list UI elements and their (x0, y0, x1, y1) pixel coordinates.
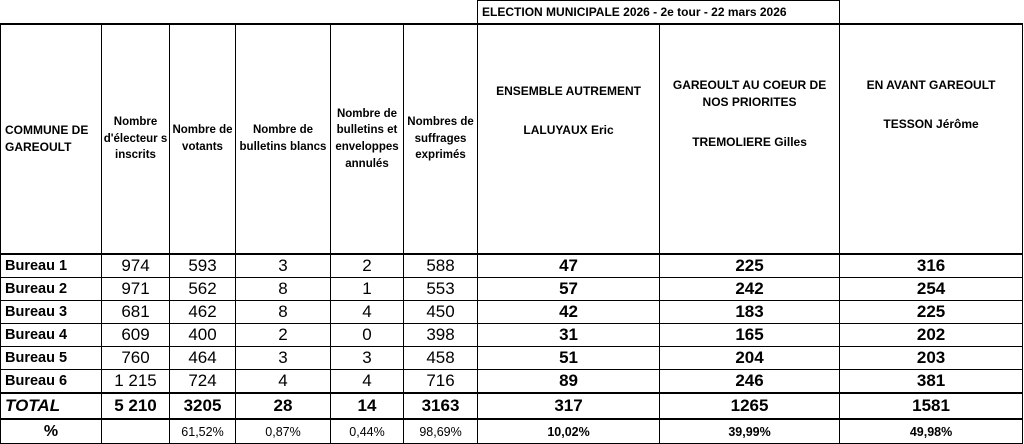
cell-votants: 462 (170, 301, 236, 324)
cell-candidate-1: 57 (478, 278, 660, 301)
cell-candidate-3: 381 (840, 370, 1023, 394)
header-annules: Nombre de bulletins et enveloppes annulés (331, 24, 404, 254)
cell-exprimes: 458 (404, 347, 478, 370)
table-row (1, 347, 1023, 370)
cell-exprimes: 716 (404, 370, 478, 394)
cell-candidate-3: 254 (840, 278, 1023, 301)
cell-candidate-2: 204 (660, 347, 840, 370)
title-row (1, 1, 1023, 25)
total-exprimes: 3163 (404, 393, 478, 419)
total-candidate-1: 317 (478, 393, 660, 419)
cell-inscrits: 681 (102, 301, 170, 324)
header-exprimes: Nombres de suffrages exprimés (404, 24, 478, 254)
total-label: TOTAL (1, 393, 102, 419)
total-candidate-3: 1581 (840, 393, 1023, 419)
cell-blancs: 4 (236, 370, 331, 394)
total-inscrits: 5 210 (102, 393, 170, 419)
row-label: Bureau 4 (1, 324, 102, 347)
candidate-3-name: TESSON Jérôme (883, 117, 979, 132)
cell-candidate-2: 183 (660, 301, 840, 324)
cell-blancs: 2 (236, 324, 331, 347)
cell-inscrits: 974 (102, 254, 170, 278)
candidate-1-list: ENSEMBLE AUTREMENT (496, 84, 641, 98)
cell-votants: 562 (170, 278, 236, 301)
cell-candidate-3: 202 (840, 324, 1023, 347)
cell-exprimes: 588 (404, 254, 478, 278)
cell-annules: 4 (331, 301, 404, 324)
table-row (1, 370, 1023, 394)
cell-annules: 0 (331, 324, 404, 347)
percent-annules: 0,44% (331, 419, 404, 444)
cell-candidate-2: 165 (660, 324, 840, 347)
cell-exprimes: 398 (404, 324, 478, 347)
cell-inscrits: 609 (102, 324, 170, 347)
percent-label: % (1, 419, 102, 444)
header-commune: COMMUNE DE GAREOULT (1, 24, 102, 254)
cell-blancs: 3 (236, 347, 331, 370)
header-blancs: Nombre de bulletins blancs (236, 24, 331, 254)
cell-candidate-1: 31 (478, 324, 660, 347)
percent-blancs: 0,87% (236, 419, 331, 444)
cell-blancs: 3 (236, 254, 331, 278)
cell-blancs: 8 (236, 301, 331, 324)
header-votants: Nombre de votants (170, 24, 236, 254)
cell-candidate-3: 316 (840, 254, 1023, 278)
row-label: Bureau 2 (1, 278, 102, 301)
candidate-1-name: LALUYAUX Eric (523, 123, 614, 138)
cell-inscrits: 971 (102, 278, 170, 301)
cell-candidate-1: 42 (478, 301, 660, 324)
row-label: Bureau 5 (1, 347, 102, 370)
election-title: ELECTION MUNICIPALE 2026 - 2e tour - 22 mars 2026 (478, 1, 840, 25)
cell-candidate-3: 203 (840, 347, 1023, 370)
total-blancs: 28 (236, 393, 331, 419)
header-candidate-3 (840, 24, 1023, 254)
percent-inscrits (102, 419, 170, 444)
candidate-2-name: TREMOLIERE Gilles (692, 134, 807, 149)
cell-blancs: 8 (236, 278, 331, 301)
cell-candidate-3: 225 (840, 301, 1023, 324)
cell-candidate-2: 242 (660, 278, 840, 301)
cell-candidate-1: 47 (478, 254, 660, 278)
total-candidate-2: 1265 (660, 393, 840, 419)
cell-exprimes: 553 (404, 278, 478, 301)
percent-votants: 61,52% (170, 419, 236, 444)
cell-votants: 593 (170, 254, 236, 278)
cell-annules: 4 (331, 370, 404, 394)
candidate-3-list: EN AVANT GAREOULT (866, 78, 996, 92)
header-row (1, 24, 1023, 254)
total-votants: 3205 (170, 393, 236, 419)
cell-votants: 724 (170, 370, 236, 394)
candidate-2-list: GAREOULT AU COEUR DE NOS PRIORITES (672, 78, 827, 110)
cell-candidate-2: 225 (660, 254, 840, 278)
percent-exprimes: 98,69% (404, 419, 478, 444)
row-label: Bureau 1 (1, 254, 102, 278)
cell-annules: 2 (331, 254, 404, 278)
cell-annules: 1 (331, 278, 404, 301)
cell-candidate-2: 246 (660, 370, 840, 394)
table-row (1, 324, 1023, 347)
total-row (1, 393, 1023, 419)
header-inscrits: Nombre d'électeur s inscrits (102, 24, 170, 254)
cell-inscrits: 1 215 (102, 370, 170, 394)
table-row (1, 254, 1023, 278)
cell-votants: 464 (170, 347, 236, 370)
percent-row (1, 419, 1023, 444)
row-label: Bureau 6 (1, 370, 102, 394)
table-row (1, 278, 1023, 301)
cell-candidate-1: 51 (478, 347, 660, 370)
cell-votants: 400 (170, 324, 236, 347)
row-label: Bureau 3 (1, 301, 102, 324)
percent-candidate-3: 49,98% (840, 419, 1023, 444)
header-candidate-1 (478, 24, 660, 254)
cell-candidate-1: 89 (478, 370, 660, 394)
cell-inscrits: 760 (102, 347, 170, 370)
percent-candidate-2: 39,99% (660, 419, 840, 444)
cell-annules: 3 (331, 347, 404, 370)
cell-exprimes: 450 (404, 301, 478, 324)
total-annules: 14 (331, 393, 404, 419)
table-row (1, 301, 1023, 324)
header-candidate-2 (660, 24, 840, 254)
percent-candidate-1: 10,02% (478, 419, 660, 444)
